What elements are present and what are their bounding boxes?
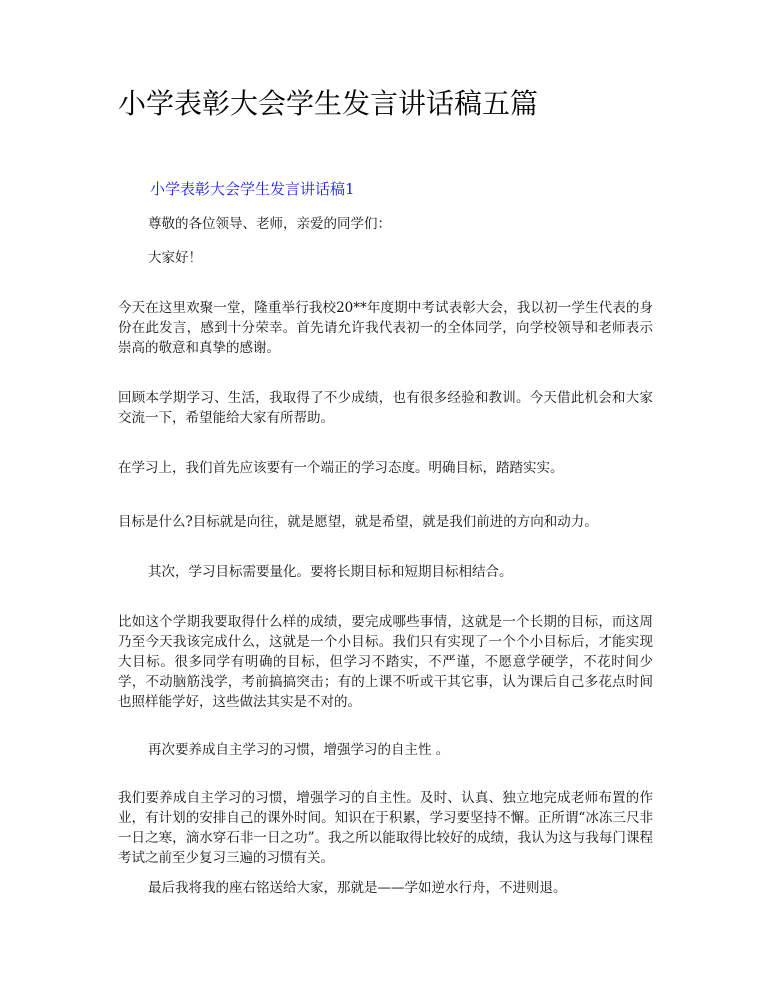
paragraph-6: 比如这个学期我要取得什么样的成绩，要完成哪些事情，这就是一个长期的目标，而这周乃至今天我该完成什么，这就是一个小目标。我们只有实现了一个个小目标后，才能实现大目标。很多同学有明确的目标，但学习不踏实，不严谨，不愿意学硬学，不花时间少学，不动脑筋浅学，考前搞搞突击；有的上课不听或干其它事，认为课后自己多花点时间也照样能学好，这些做法其实是不对的。 xyxy=(118,614,653,710)
paragraph-1: 今天在这里欢聚一堂，隆重举行我校20**年度期中考试表彰大会，我以初一学生代表的身份在此发言，感到十分荣幸。首先请允许我代表初一的全体同学，向学校领导和老师表示崇高的敬意和真挚的感谢。 xyxy=(118,300,653,356)
paragraph-2: 回顾本学期学习、生活，我取得了不少成绩，也有很多经验和教训。今天借此机会和大家交流一下，希望能给大家有所帮助。 xyxy=(118,390,653,426)
document-title: 小学表彰大会学生发言讲话稿五篇 xyxy=(118,87,539,120)
paragraph-7: 再次要养成自主学习的习惯，增强学习的自主性 。 xyxy=(148,742,450,758)
paragraph-4: 目标是什么?目标就是向往，就是愿望，就是希望，就是我们前进的方向和动力。 xyxy=(118,514,598,530)
paragraph-3: 在学习上，我们首先应该要有一个端正的学习态度。明确目标，踏踏实实。 xyxy=(118,460,564,476)
greeting: 大家好！ xyxy=(148,250,202,266)
paragraph-9: 最后我将我的座右铭送给大家，那就是——学如逆水行舟，不进则退。 xyxy=(148,880,567,896)
section-heading: 小学表彰大会学生发言讲话稿1 xyxy=(150,180,355,198)
salutation: 尊敬的各位领导、老师，亲爱的同学们： xyxy=(148,216,391,232)
paragraph-8: 我们要养成自主学习的习惯，增强学习的自主性。及时、认真、独立地完成老师布置的作业，有计划的安排自己的课外时间。知识在于积累，学习要坚持不懈。正所谓“冰冻三尺非一日之寒，滴水穿石非一日之功”。我之所以能取得比较好的成绩，我认为这与我每门课程考试之前至少复习三遍的习惯有关。 xyxy=(118,790,653,866)
paragraph-5: 其次，学习目标需要量化。要将长期目标和短期目标相结合。 xyxy=(148,564,513,580)
